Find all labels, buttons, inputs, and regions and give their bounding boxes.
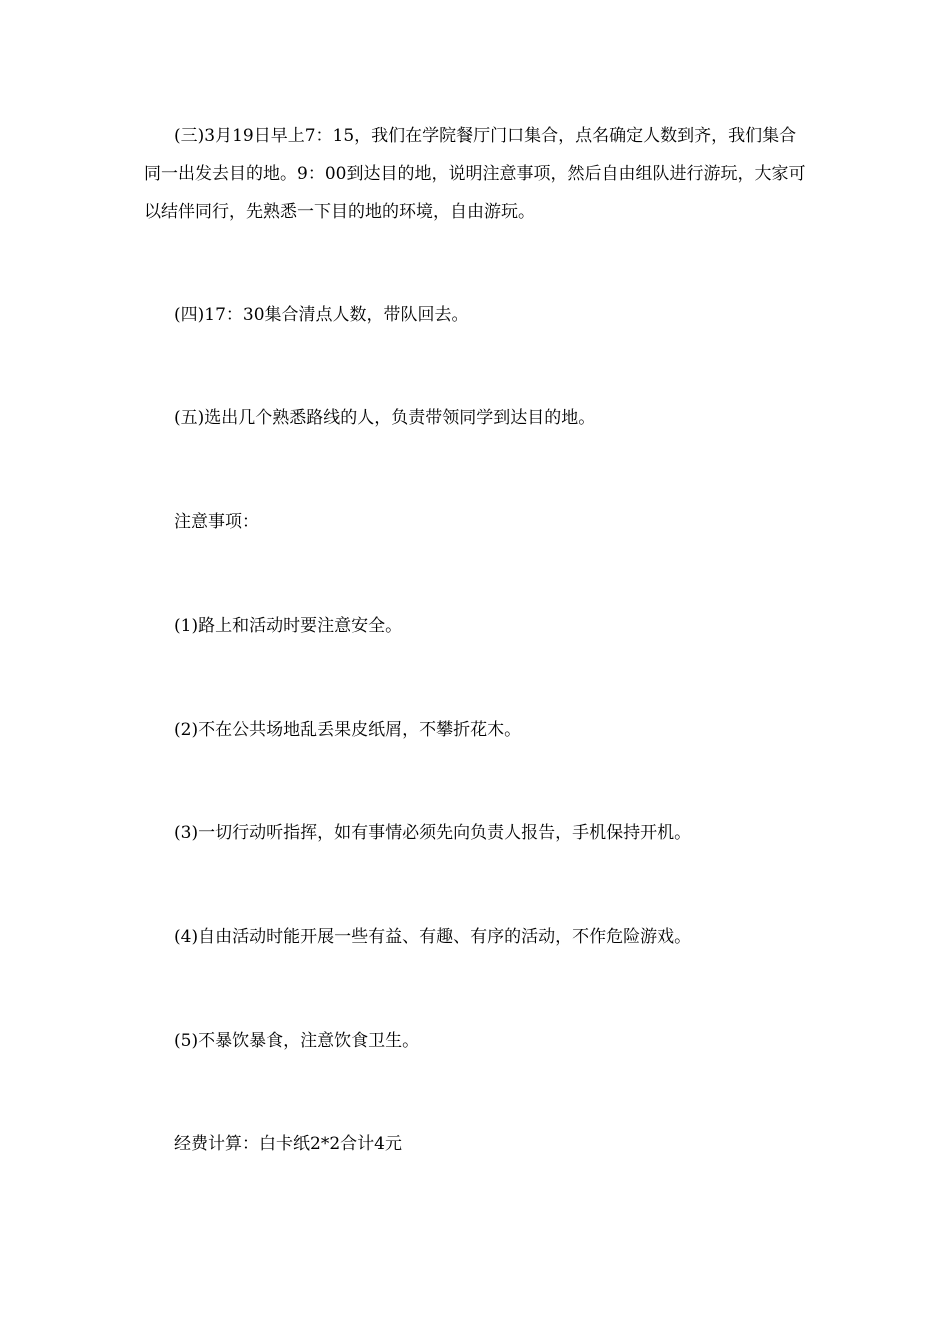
precaution-item-3: (3)一切行动听指挥，如有事情必须先向负责人报告，手机保持开机。	[174, 823, 692, 843]
paragraph-schedule-return: (四)17：30集合清点人数，带队回去。	[174, 305, 469, 325]
precaution-item-2: (2)不在公共场地乱丢果皮纸屑，不攀折花木。	[174, 720, 522, 740]
precaution-item-4: (4)自由活动时能开展一些有益、有趣、有序的活动，不作危险游戏。	[174, 927, 692, 947]
paragraph-budget: 经费计算：白卡纸2*2合计4元	[174, 1134, 402, 1154]
paragraph-route-guides: (五)选出几个熟悉路线的人，负责带领同学到达目的地。	[174, 408, 596, 428]
precaution-item-1: (1)路上和活动时要注意安全。	[174, 616, 403, 636]
heading-precautions: 注意事项：	[174, 512, 259, 532]
paragraph-schedule-gathering: (三)3月19日早上7：15，我们在学院餐厅门口集合，点名确定人数到齐，我们集合同一出发去目的地。9：00到达目的地，说明注意事项，然后自由组队进行游玩，大家可以结伴同行，先熟悉一下目的地的环境，自由游玩。	[144, 126, 806, 222]
precaution-item-5: (5)不暴饮暴食，注意饮食卫生。	[174, 1031, 420, 1051]
